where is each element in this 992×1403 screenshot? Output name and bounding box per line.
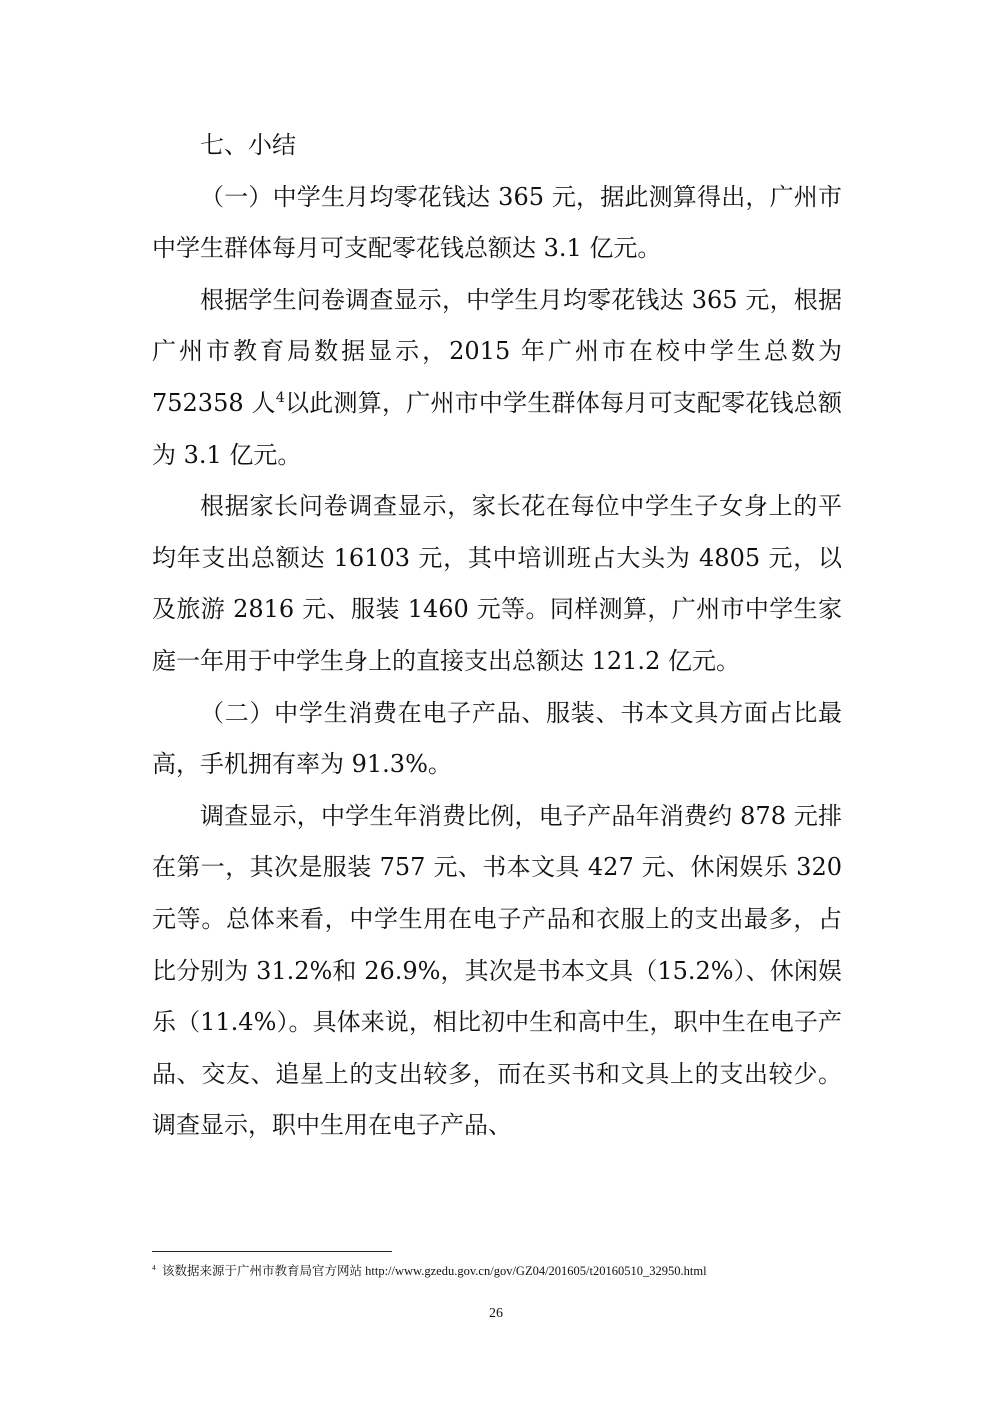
paragraph-text: 以此测算，广州市中学生群体每月可支配零花钱总额为 3.1 亿元。	[152, 388, 843, 469]
footnote-number: 4	[152, 1262, 156, 1272]
subsection-1-paragraph-2: 根据家长问卷调查显示，家长花在每位中学生子女身上的平均年支出总额达 16103 元，其中培训班占大头为 4805 元，以及旅游 2816 元、服装 1460 元等。同样测算，广州市中学生家庭一年用于中学生身上的直接支出总额达 121.2 亿元。	[152, 492, 842, 675]
footnote-divider	[152, 1251, 392, 1252]
page-number: 26	[489, 1306, 503, 1321]
subsection-2-heading: （二）中学生消费在电子产品、服装、书本文具方面占比最高，手机拥有率为 91.3%。	[152, 698, 842, 779]
body-text	[152, 120, 842, 1152]
section-heading: 七、小结	[200, 131, 296, 159]
subsection-1-paragraph-1	[152, 275, 842, 481]
subsection-2-paragraph-1: 调查显示，中学生年消费比例，电子产品年消费约 878 元排在第一，其次是服装 757 元、书本文具 427 元、休闲娱乐 320 元等。总体来看，中学生用在电子产品和衣服上的支出最多，占比分别为 31.2%和 26.9%，其次是书本文具（15.2%）、休闲娱乐（11.4%）。具体来说，相比初中生和高中生，职中生在电子产品、交友、追星上的支出较多，而在买书和文具上的支出较少。调查显示，职中生用在电子产品、	[152, 801, 842, 1140]
footnote-reference: 4	[275, 389, 285, 406]
footnote-text: 该数据来源于广州市教育局官方网站 http://www.gzedu.gov.cn/gov/GZ04/201605/t20160510_32950.html	[162, 1264, 707, 1278]
footnote	[152, 1262, 852, 1280]
paragraph-text: 根据学生问卷调查显示，中学生月均零花钱达 365 元，根据广州市教育局数据显示，2015 年广州市在校中学生总数为 752358 人	[152, 285, 842, 417]
subsection-1-heading: （一）中学生月均零花钱达 365 元，据此测算得出，广州市中学生群体每月可支配零花钱总额达 3.1 亿元。	[152, 182, 842, 263]
